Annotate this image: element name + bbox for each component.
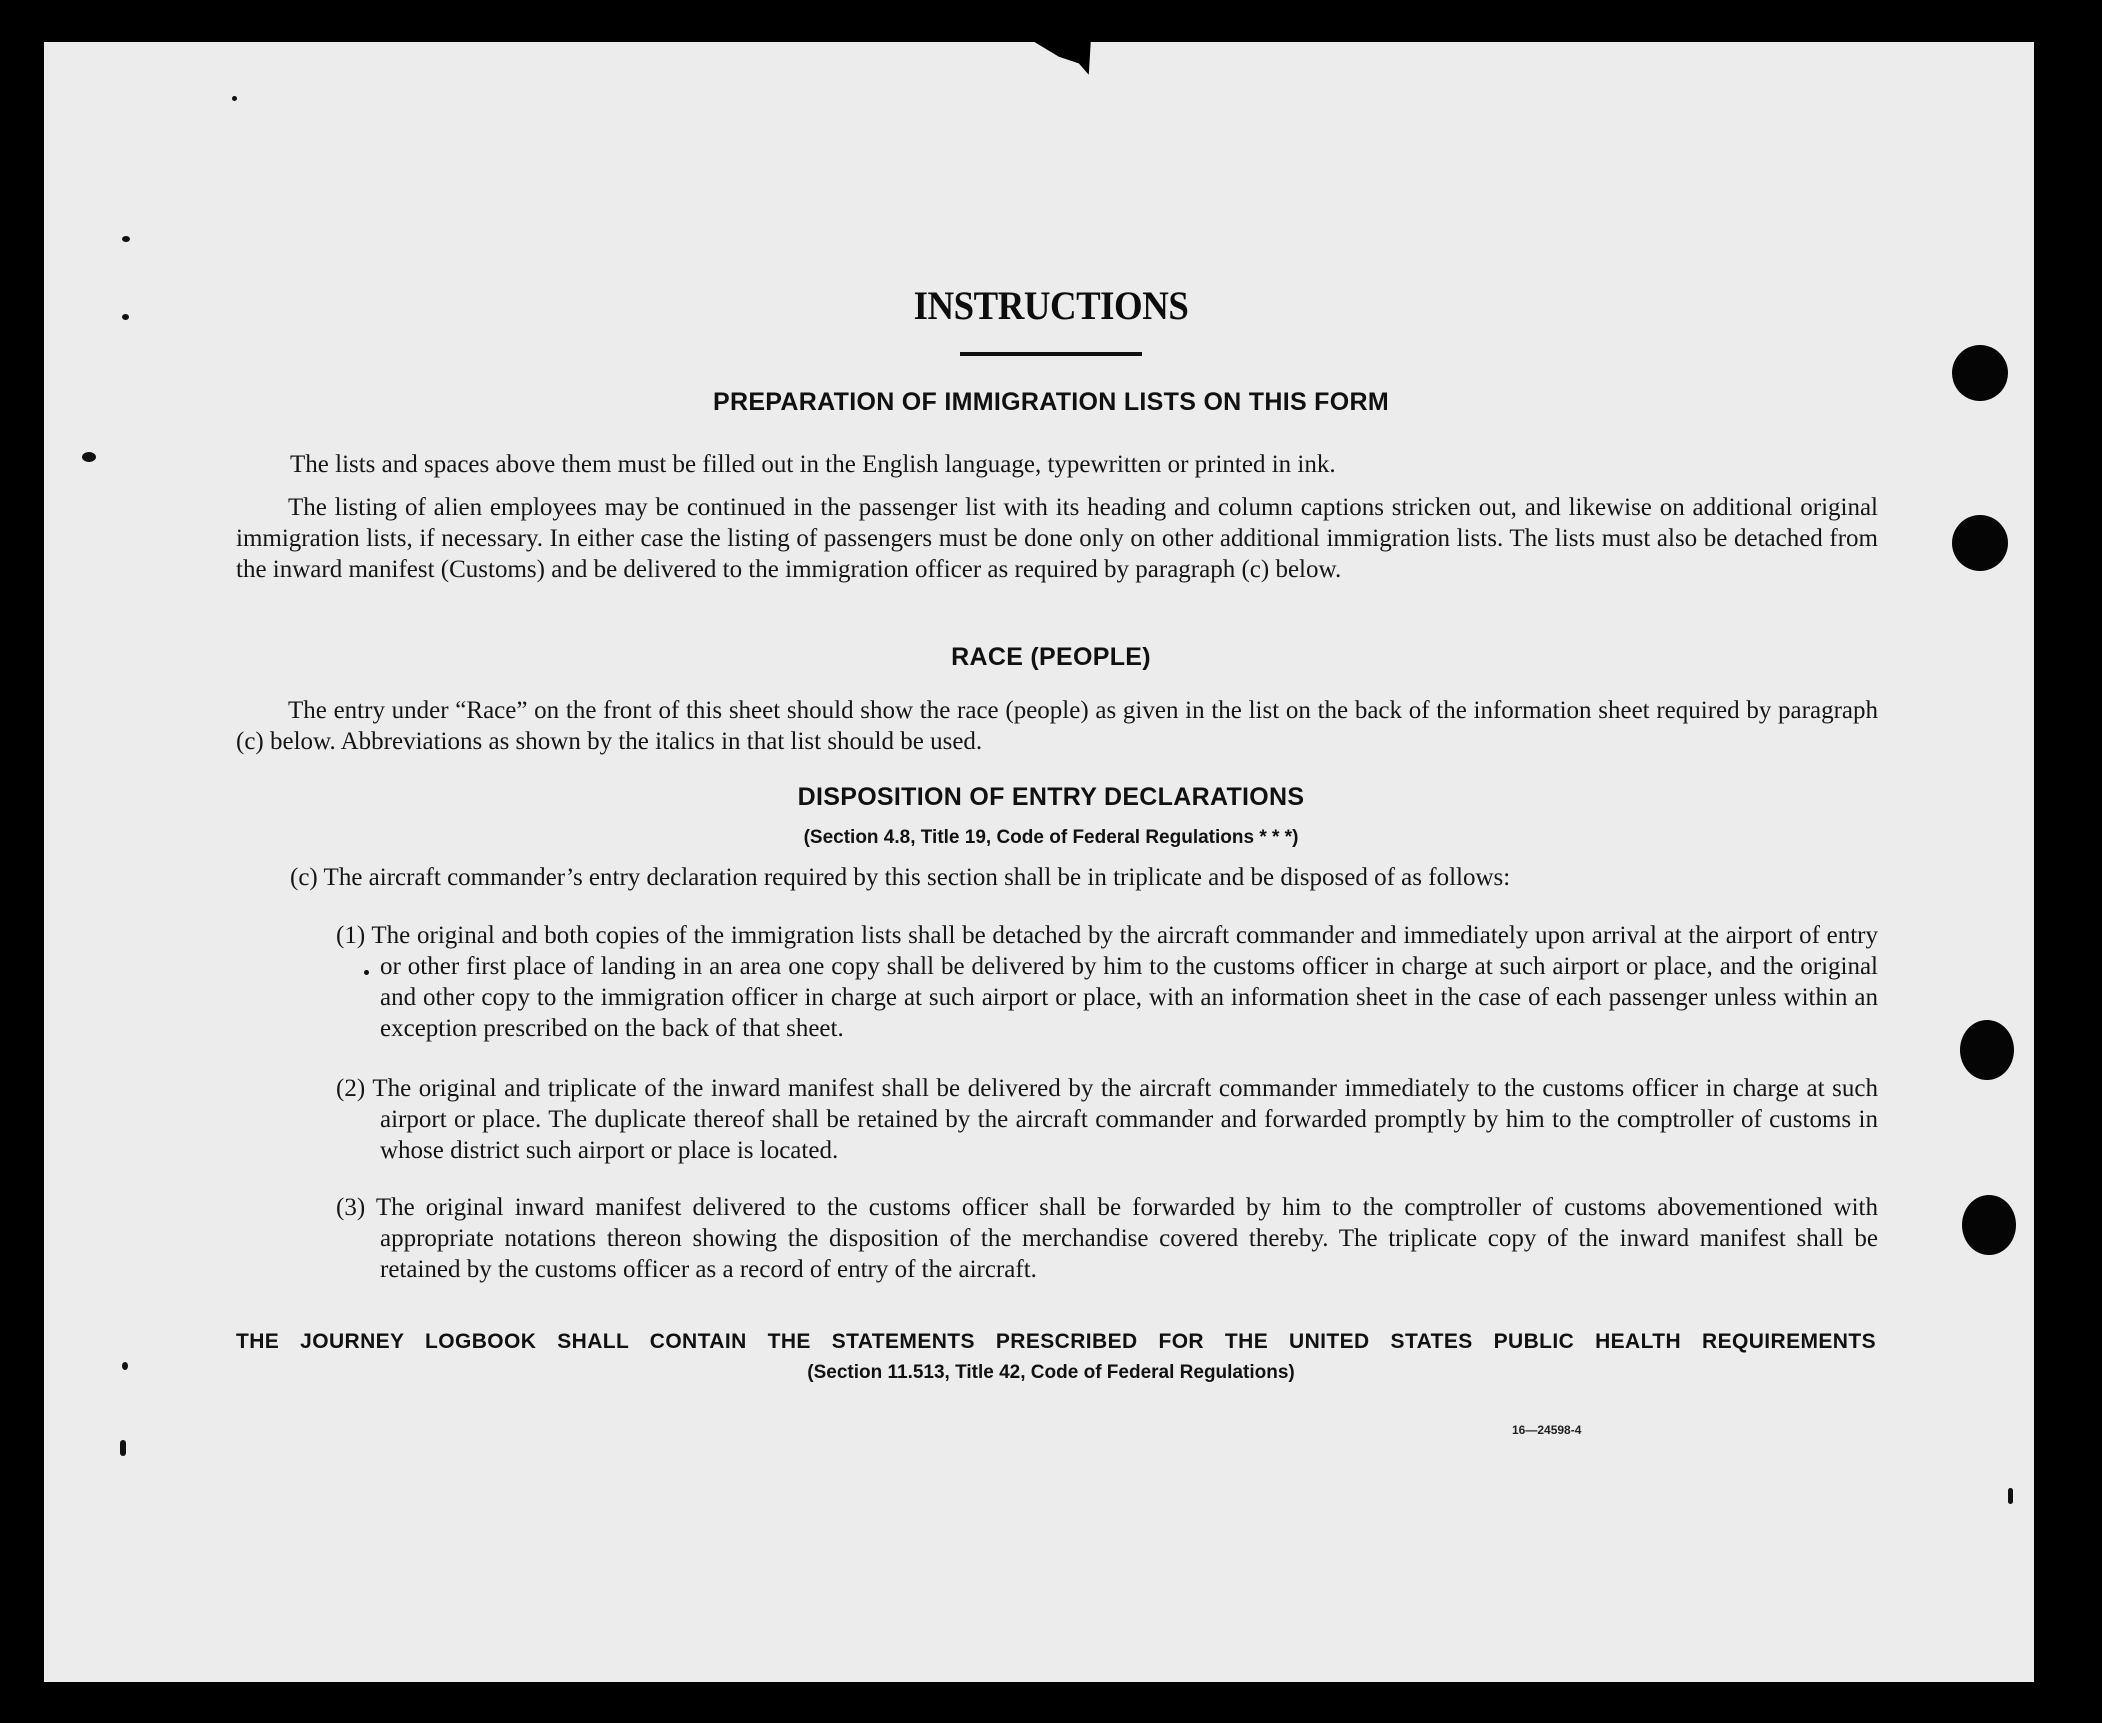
punch-hole — [1962, 1195, 2016, 1255]
punch-hole — [1960, 1020, 2014, 1080]
race-paragraph: The entry under “Race” on the front of this sheet should show the race (people) as given in the list on the back of the information sheet required by paragraph (c) below. Abbreviations as shown by the italics in that list should be used. — [236, 697, 1878, 755]
preparation-paragraph-2: The listing of alien employees may be continued in the passenger list with its heading and column captions stricken out, and likewise on additional original immigration lists, if necessary. In either case the listing of passengers must be done only on other additional immigration lists. The lists must also be detached from the inward manifest (Customs) and be delivered to the immigration officer as required by paragraph (c) below. — [236, 494, 1878, 583]
ink-speck — [122, 236, 130, 242]
ink-speck — [2008, 1488, 2013, 1504]
preparation-paragraph-1: The lists and spaces above them must be filled out in the English language, typewritten or printed in ink. — [290, 451, 1336, 478]
health-requirement-heading: THE JOURNEY LOGBOOK SHALL CONTAIN THE STATEMENTS PRESCRIBED FOR THE UNITED STATES PUBLIC HEALTH REQUIREMENTS — [236, 1330, 1876, 1353]
page-title: INSTRUCTIONS — [913, 283, 1189, 328]
disposition-item-3: (3) The original inward manifest delivered to the customs officer shall be forwarded by him to the comptroller of customs abovementioned with appropriate notations thereon showing the disposition of the merchandise covered thereby. The triplicate copy of the inward manifest shall be retained by the customs officer as a record of entry of the aircraft. — [336, 1194, 1878, 1283]
section-heading-disposition: DISPOSITION OF ENTRY DECLARATIONS — [797, 783, 1305, 811]
ink-speck — [232, 96, 237, 101]
ink-speck — [120, 1440, 126, 1456]
disposition-reference: (Section 4.8, Title 19, Code of Federal Regulations * * *) — [803, 827, 1299, 848]
title-underline — [960, 352, 1142, 356]
disposition-intro: (c) The aircraft commander’s entry declaration required by this section shall be in triplicate and be disposed of as follows: — [290, 864, 1511, 891]
section-heading-race: RACE (PEOPLE) — [951, 643, 1151, 671]
health-requirement-reference: (Section 11.513, Title 42, Code of Federal Regulations) — [807, 1362, 1295, 1383]
punch-hole — [1952, 515, 2008, 571]
section-heading-preparation: PREPARATION OF IMMIGRATION LISTS ON THIS FORM — [713, 388, 1389, 416]
form-number: 16—24598-4 — [1512, 1423, 1582, 1437]
ink-speck — [82, 452, 96, 462]
disposition-item-1: (1) The original and both copies of the immigration lists shall be detached by the aircraft commander and immediately upon arrival at the airport of entry or other first place of landing in an area one copy shall be delivered by him to the customs officer in charge at such airport or place, and the original and other copy to the immigration officer in charge at such airport or place, with an information sheet in the case of each passenger unless within an exception prescribed on the back of that sheet. — [336, 922, 1878, 1042]
disposition-item-2: (2) The original and triplicate of the inward manifest shall be delivered by the aircraft commander immediately to the customs officer in charge at such airport or place. The duplicate thereof shall be retained by the aircraft commander and forwarded promptly by him to the comptroller of customs in whose district such airport or place is located. — [336, 1075, 1878, 1164]
